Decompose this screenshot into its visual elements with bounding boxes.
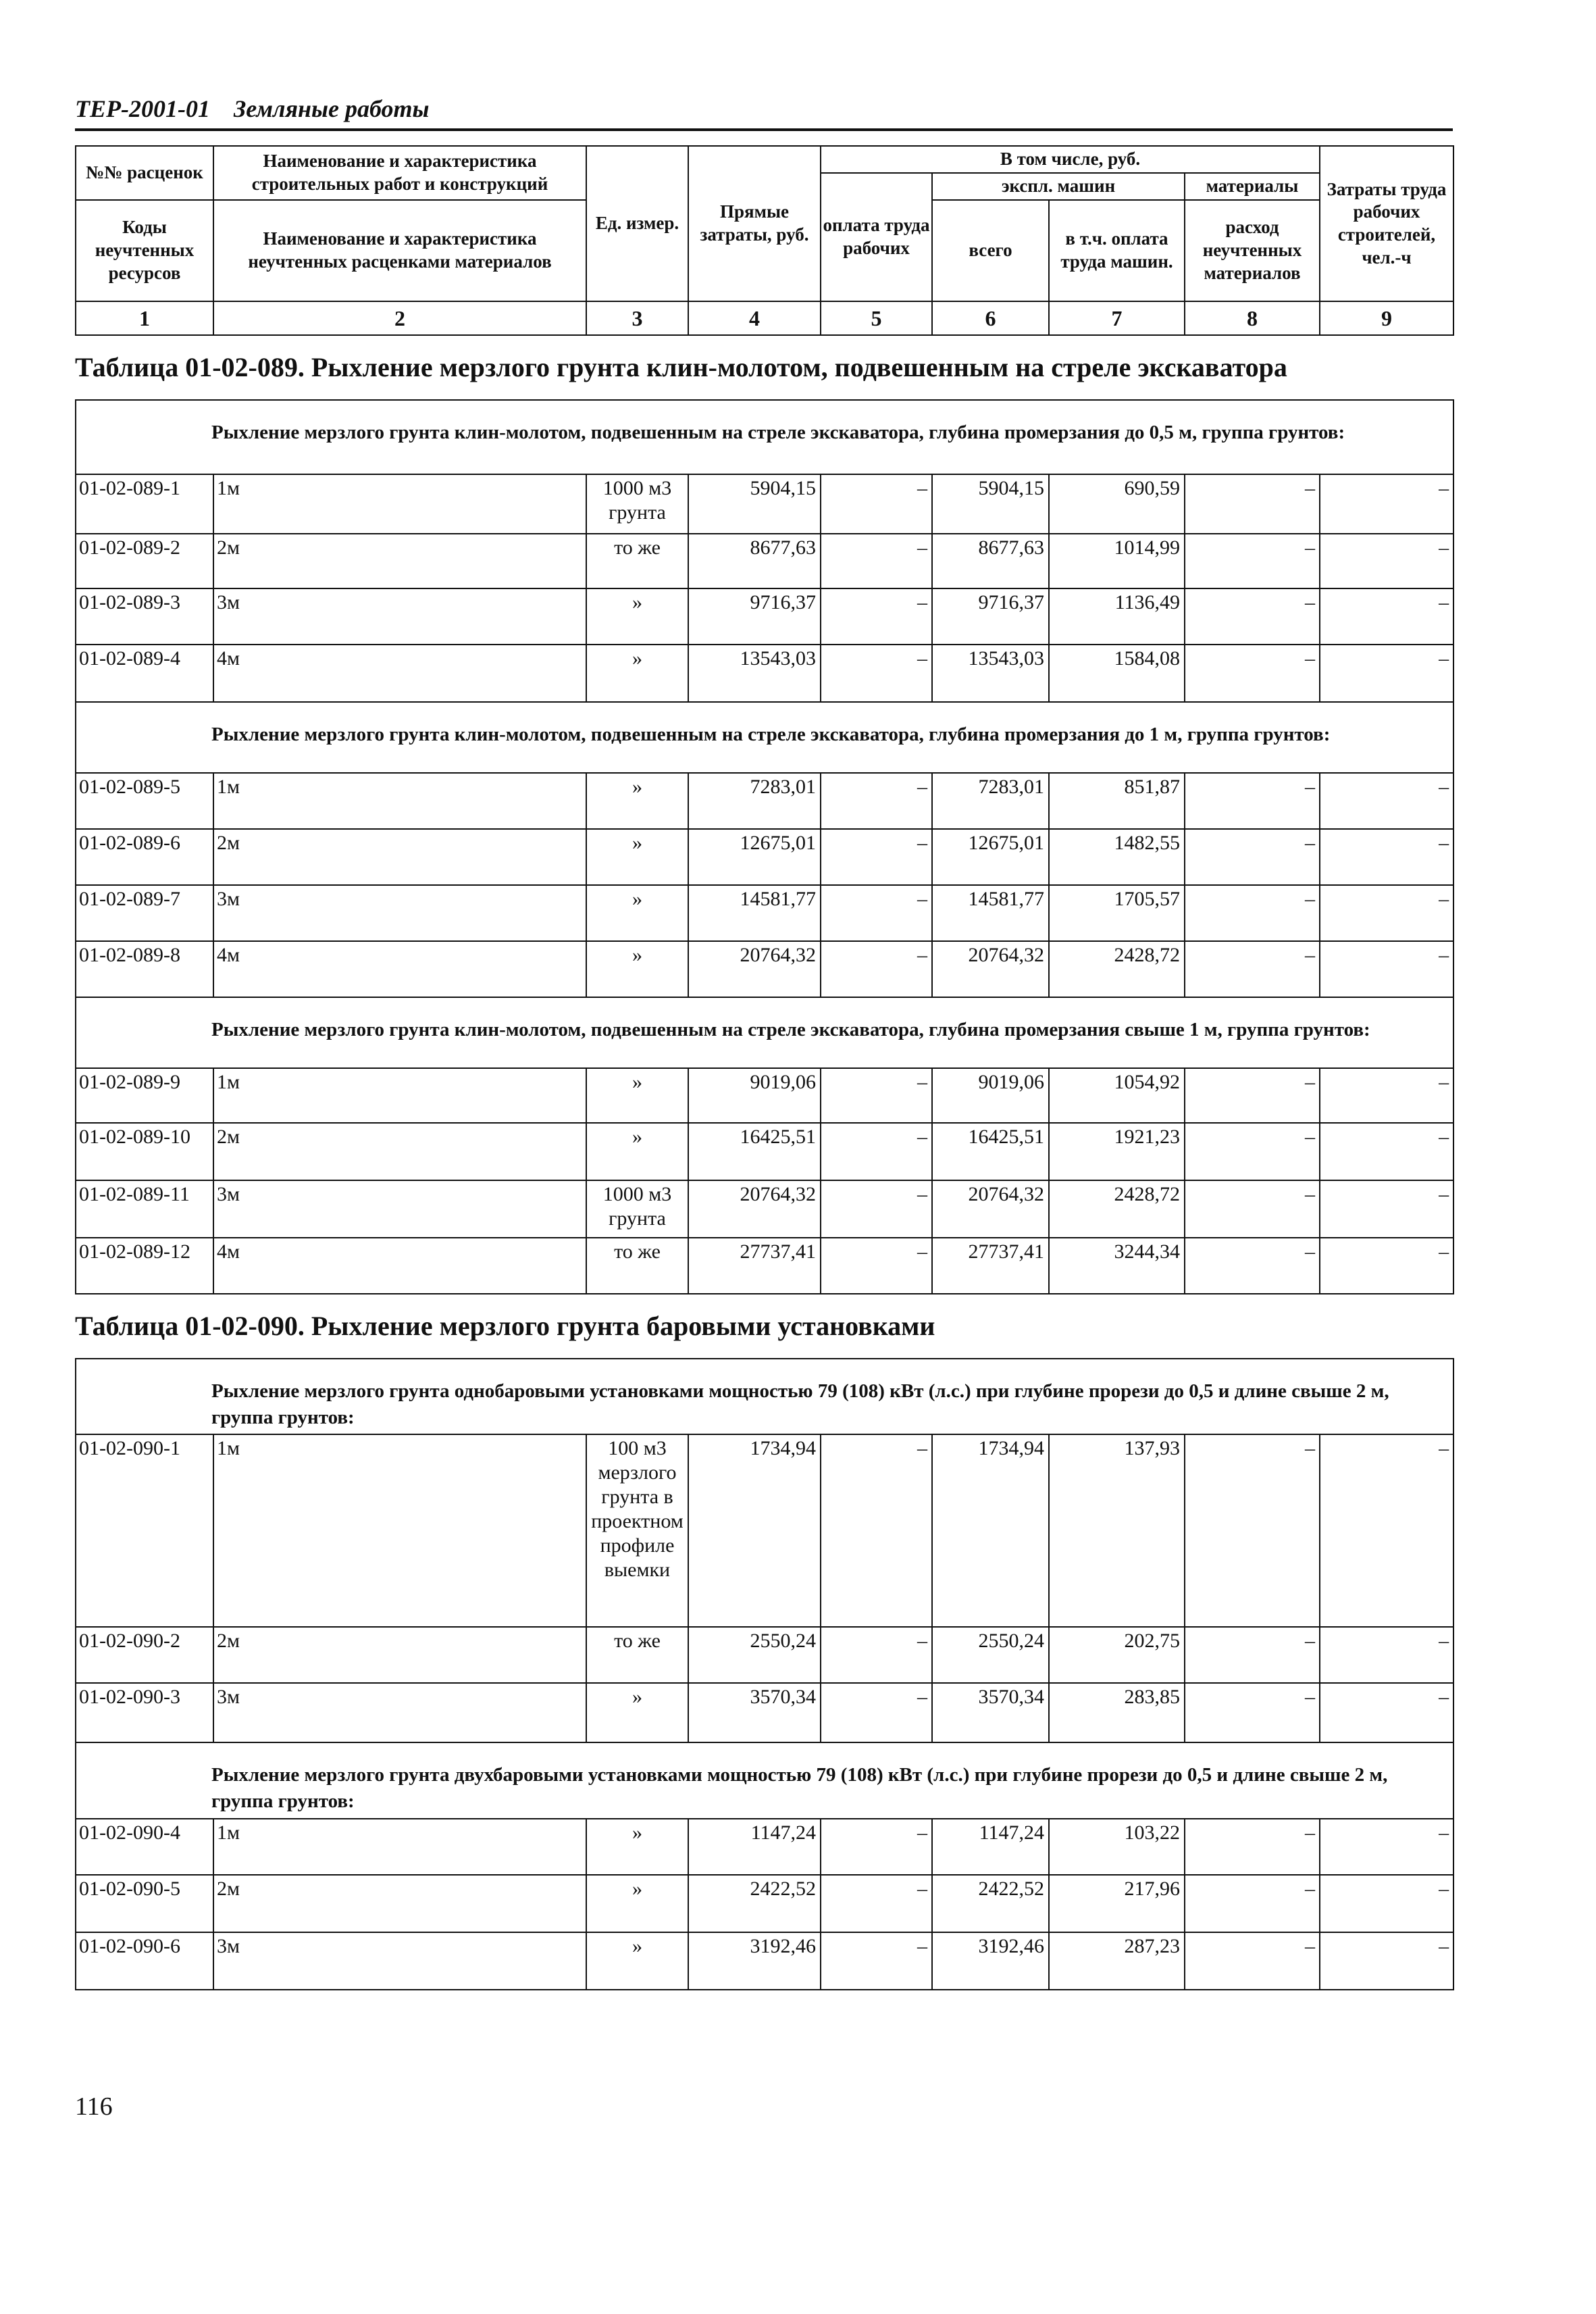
cell-name: 4м [213,645,586,702]
cell-mach-labor: 1014,99 [1049,534,1185,588]
column-number: 2 [213,301,586,335]
table-row [76,474,1453,534]
cell-code: 01-02-089-12 [76,1238,213,1294]
cell-code: 01-02-089-9 [76,1068,213,1123]
cell-direct: 3570,34 [688,1683,821,1742]
table-row [76,885,1453,941]
section-heading: Рыхление мерзлого грунта клин-молотом, подвешенным на стреле экскаватора, глубина промерзания до 1 м, группа грунтов: [76,702,1453,773]
table-row [76,1068,1453,1123]
section-heading: Рыхление мерзлого грунта клин-молотом, подвешенным на стреле экскаватора, глубина промерзания до 0,5 м, группа грунтов: [76,400,1453,474]
cell-name: 1м [213,1068,586,1123]
section-heading: Рыхление мерзлого грунта клин-молотом, подвешенным на стреле экскаватора, глубина промерзания свыше 1 м, группа грунтов: [76,997,1453,1068]
header-machine-labor: в т.ч. оплата труда машин. [1049,200,1185,301]
cell-hours: – [1320,1627,1453,1683]
column-number: 8 [1185,301,1320,335]
column-numbers-row [76,301,1453,335]
cell-name: 1м [213,1434,586,1627]
cell-name: 2м [213,534,586,588]
cell-unit: » [586,1875,688,1932]
cell-unit: » [586,645,688,702]
cell-mach: 20764,32 [932,1180,1049,1238]
cell-code: 01-02-089-10 [76,1123,213,1180]
cell-mach-labor: 851,87 [1049,773,1185,829]
cell-code: 01-02-089-4 [76,645,213,702]
cell-mach: 2422,52 [932,1875,1049,1932]
cell-mach: 9716,37 [932,588,1049,645]
cell-hours: – [1320,1875,1453,1932]
cell-hours: – [1320,829,1453,885]
cell-name: 1м [213,773,586,829]
cell-direct: 27737,41 [688,1238,821,1294]
cell-mat: – [1185,829,1320,885]
cell-name: 3м [213,1683,586,1742]
cell-hours: – [1320,534,1453,588]
table-row [76,1627,1453,1683]
section-heading: Рыхление мерзлого грунта двухбаровыми установками мощностью 79 (108) кВт (л.с.) при глубине прорези до 0,5 и длине свыше 2 м, группа грунтов: [76,1742,1453,1818]
cell-unit: » [586,1683,688,1742]
cell-hours: – [1320,588,1453,645]
cell-name: 2м [213,1627,586,1683]
cell-direct: 16425,51 [688,1123,821,1180]
cell-hours: – [1320,1238,1453,1294]
document-code: ТЕР-2001-01 [75,95,210,122]
cell-code: 01-02-090-1 [76,1434,213,1627]
section-heading-row [76,702,1453,773]
table-row [76,588,1453,645]
cell-code: 01-02-090-4 [76,1819,213,1875]
cell-mach-labor: 1136,49 [1049,588,1185,645]
cell-labor: – [821,645,932,702]
cell-unit: » [586,1123,688,1180]
cell-mach: 12675,01 [932,829,1049,885]
table-row [76,1123,1453,1180]
cell-mach: 7283,01 [932,773,1049,829]
cell-labor: – [821,1875,932,1932]
cell-labor: – [821,1819,932,1875]
page-number: 116 [75,2092,113,2121]
cell-direct: 14581,77 [688,885,821,941]
cell-mat: – [1185,1180,1320,1238]
cell-code: 01-02-089-11 [76,1180,213,1238]
cell-name: 3м [213,885,586,941]
cell-unit: то же [586,534,688,588]
column-header-table [75,145,1454,336]
cell-mach: 5904,15 [932,474,1049,534]
cell-unit: » [586,588,688,645]
rates-table [75,1358,1454,1990]
cell-labor: – [821,1123,932,1180]
running-head [75,95,446,123]
cell-code: 01-02-090-6 [76,1932,213,1990]
cell-name: 4м [213,941,586,997]
cell-mat: – [1185,1627,1320,1683]
cell-mach: 9019,06 [932,1068,1049,1123]
table-row [76,1875,1453,1932]
cell-unit: » [586,941,688,997]
table-row [76,773,1453,829]
cell-direct: 8677,63 [688,534,821,588]
cell-labor: – [821,885,932,941]
header-material-use: расход неучтенных материалов [1185,200,1320,301]
cell-code: 01-02-090-5 [76,1875,213,1932]
table-title: Таблица 01-02-089. Рыхление мерзлого грунта клин-молотом, подвешенным на стреле экскаватора [75,352,1287,382]
cell-labor: – [821,588,932,645]
cell-mat: – [1185,941,1320,997]
cell-unit: 1000 м3 грунта [586,1180,688,1238]
cell-mach-labor: 283,85 [1049,1683,1185,1742]
cell-code: 01-02-089-3 [76,588,213,645]
cell-unit: » [586,773,688,829]
cell-labor: – [821,474,932,534]
cell-mach: 20764,32 [932,941,1049,997]
cell-name: 2м [213,1875,586,1932]
cell-code: 01-02-089-8 [76,941,213,997]
cell-mach: 2550,24 [932,1627,1049,1683]
page-body [75,145,1453,2121]
cell-direct: 5904,15 [688,474,821,534]
cell-mach: 1734,94 [932,1434,1049,1627]
cell-direct: 13543,03 [688,645,821,702]
cell-name: 1м [213,474,586,534]
document-section: Земляные работы [233,95,430,122]
cell-hours: – [1320,885,1453,941]
cell-mach-labor: 1054,92 [1049,1068,1185,1123]
header-code: №№ расценок [76,146,213,200]
cell-mach: 13543,03 [932,645,1049,702]
cell-mat: – [1185,885,1320,941]
cell-mach: 16425,51 [932,1123,1049,1180]
cell-mach-labor: 287,23 [1049,1932,1185,1990]
cell-hours: – [1320,1068,1453,1123]
cell-unit: » [586,885,688,941]
cell-mach-labor: 202,75 [1049,1627,1185,1683]
cell-code: 01-02-089-7 [76,885,213,941]
header-materials: материалы [1185,173,1320,200]
column-number: 3 [586,301,688,335]
header-labor-pay: оплата труда рабочих [821,173,932,301]
cell-mat: – [1185,773,1320,829]
table-row [76,1932,1453,1990]
header-rule [75,128,1453,131]
table-title: Таблица 01-02-090. Рыхление мерзлого грунта баровыми установками [75,1311,935,1341]
cell-hours: – [1320,645,1453,702]
cell-mach: 8677,63 [932,534,1049,588]
cell-mach-labor: 1482,55 [1049,829,1185,885]
column-number: 1 [76,301,213,335]
cell-direct: 1147,24 [688,1819,821,1875]
cell-direct: 2422,52 [688,1875,821,1932]
cell-code: 01-02-089-6 [76,829,213,885]
cell-hours: – [1320,1180,1453,1238]
cell-mat: – [1185,1819,1320,1875]
cell-mach-labor: 1705,57 [1049,885,1185,941]
table-row [76,829,1453,885]
header-materials-name: Наименование и характеристика неучтенных расценками материалов [213,200,586,301]
cell-mach: 27737,41 [932,1238,1049,1294]
header-labor-hours: Затраты труда рабочих строителей, чел.-ч [1320,146,1453,301]
cell-labor: – [821,534,932,588]
cell-labor: – [821,829,932,885]
cell-direct: 12675,01 [688,829,821,885]
cell-direct: 9019,06 [688,1068,821,1123]
cell-labor: – [821,773,932,829]
header-direct-costs: Прямые затраты, руб. [688,146,821,301]
cell-direct: 3192,46 [688,1932,821,1990]
cell-name: 3м [213,588,586,645]
cell-mach: 1147,24 [932,1819,1049,1875]
cell-unit: » [586,1932,688,1990]
header-group: В том числе, руб. [821,146,1320,173]
cell-hours: – [1320,1434,1453,1627]
cell-direct: 2550,24 [688,1627,821,1683]
section-heading-row [76,400,1453,474]
cell-mat: – [1185,1434,1320,1627]
cell-mach-labor: 1921,23 [1049,1123,1185,1180]
cell-mach-labor: 3244,34 [1049,1238,1185,1294]
cell-mach-labor: 103,22 [1049,1819,1185,1875]
cell-labor: – [821,1434,932,1627]
cell-code: 01-02-089-5 [76,773,213,829]
cell-code: 01-02-089-1 [76,474,213,534]
cell-mat: – [1185,1238,1320,1294]
header-machines: экспл. машин [932,173,1185,200]
table-row [76,1683,1453,1742]
cell-mat: – [1185,1123,1320,1180]
cell-name: 2м [213,829,586,885]
cell-name: 1м [213,1819,586,1875]
header-name: Наименование и характеристика строительных работ и конструкций [213,146,586,200]
cell-hours: – [1320,1819,1453,1875]
cell-direct: 20764,32 [688,941,821,997]
cell-labor: – [821,1683,932,1742]
table-row [76,1180,1453,1238]
cell-code: 01-02-089-2 [76,534,213,588]
table-row [76,645,1453,702]
cell-unit: » [586,1068,688,1123]
table-row [76,1819,1453,1875]
cell-unit: » [586,829,688,885]
cell-unit: » [586,1819,688,1875]
cell-hours: – [1320,1123,1453,1180]
table-row [76,941,1453,997]
section-heading-row [76,1359,1453,1434]
cell-labor: – [821,1238,932,1294]
cell-mat: – [1185,1932,1320,1990]
cell-code: 01-02-090-3 [76,1683,213,1742]
cell-mat: – [1185,1068,1320,1123]
cell-mach-labor: 2428,72 [1049,1180,1185,1238]
cell-mat: – [1185,534,1320,588]
column-number: 9 [1320,301,1453,335]
cell-direct: 20764,32 [688,1180,821,1238]
section-heading: Рыхление мерзлого грунта однобаровыми установками мощностью 79 (108) кВт (л.с.) при глубине прорези до 0,5 и длине свыше 2 м, группа грунтов: [76,1359,1453,1434]
section-heading-row [76,1742,1453,1818]
cell-mach-labor: 137,93 [1049,1434,1185,1627]
cell-mat: – [1185,1875,1320,1932]
cell-hours: – [1320,773,1453,829]
cell-labor: – [821,1932,932,1990]
cell-labor: – [821,941,932,997]
cell-direct: 9716,37 [688,588,821,645]
cell-mach-labor: 217,96 [1049,1875,1185,1932]
column-number: 7 [1049,301,1185,335]
header-unit: Ед. измер. [586,146,688,301]
column-number: 4 [688,301,821,335]
cell-mach: 3570,34 [932,1683,1049,1742]
cell-mach-labor: 1584,08 [1049,645,1185,702]
cell-direct: 7283,01 [688,773,821,829]
cell-name: 3м [213,1180,586,1238]
cell-unit: 100 м3 мерзлого грунта в проектном профиле выемки [586,1434,688,1627]
cell-unit: то же [586,1627,688,1683]
cell-hours: – [1320,941,1453,997]
cell-mach-labor: 690,59 [1049,474,1185,534]
section-heading-row [76,997,1453,1068]
cell-mat: – [1185,645,1320,702]
header-machines-total: всего [932,200,1049,301]
cell-hours: – [1320,1932,1453,1990]
cell-mat: – [1185,474,1320,534]
cell-unit: 1000 м3 грунта [586,474,688,534]
cell-labor: – [821,1627,932,1683]
cell-name: 4м [213,1238,586,1294]
cell-hours: – [1320,474,1453,534]
column-number: 5 [821,301,932,335]
cell-direct: 1734,94 [688,1434,821,1627]
table-row [76,1238,1453,1294]
cell-mach: 14581,77 [932,885,1049,941]
cell-mach: 3192,46 [932,1932,1049,1990]
cell-labor: – [821,1180,932,1238]
cell-hours: – [1320,1683,1453,1742]
cell-mat: – [1185,1683,1320,1742]
cell-code: 01-02-090-2 [76,1627,213,1683]
cell-name: 3м [213,1932,586,1990]
column-number: 6 [932,301,1049,335]
table-row [76,1434,1453,1627]
cell-unit: то же [586,1238,688,1294]
cell-mach-labor: 2428,72 [1049,941,1185,997]
table-row [76,534,1453,588]
cell-name: 2м [213,1123,586,1180]
rates-table [75,399,1454,1294]
cell-labor: – [821,1068,932,1123]
cell-mat: – [1185,588,1320,645]
header-resource-codes: Коды неучтенных ресурсов [76,200,213,301]
